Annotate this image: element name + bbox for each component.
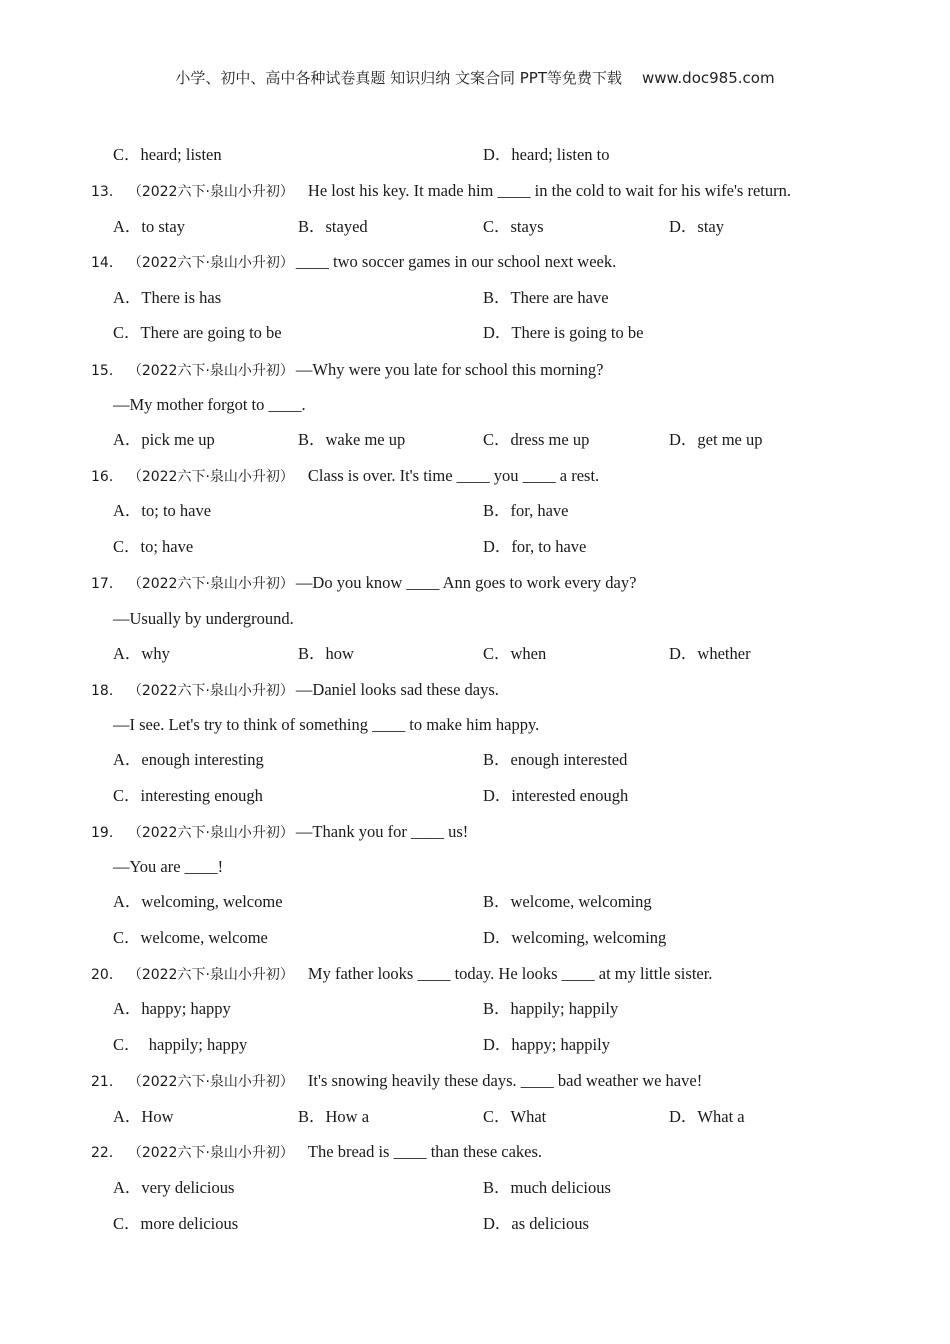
question-source: （2022六下·泉山小升初） — [134, 469, 294, 485]
option-text: happy; happy — [141, 999, 231, 1018]
question-number: 22． — [91, 1145, 123, 1161]
option-letter: A． — [113, 999, 142, 1018]
option-d[interactable] — [483, 536, 586, 558]
question-19-reply: —You are ____! — [113, 857, 224, 876]
option-text: There are going to be — [140, 323, 282, 342]
question-number: 15． — [91, 363, 123, 379]
question-number: 20． — [91, 967, 123, 983]
option-c[interactable] — [113, 927, 268, 949]
option-text: wake me up — [325, 430, 406, 449]
question-number: 14． — [91, 255, 123, 271]
option-letter: C． — [113, 323, 141, 342]
option-text: What a — [697, 1107, 745, 1126]
option-d[interactable] — [483, 1034, 610, 1056]
option-letter: A． — [113, 501, 142, 520]
option-letter: B． — [298, 217, 326, 236]
option-text: why — [141, 644, 170, 663]
option-text: very delicious — [141, 1178, 235, 1197]
question-14-stem — [91, 251, 616, 274]
question-15-reply: —My mother forgot to ____. — [113, 395, 306, 414]
question-text: It's snowing heavily these days. ____ bad weather we have! — [307, 1071, 703, 1090]
option-b[interactable] — [298, 1106, 369, 1128]
option-text: welcome, welcome — [140, 928, 268, 947]
option-text: enough interesting — [141, 750, 264, 769]
option-d[interactable] — [483, 144, 609, 166]
option-text: What — [510, 1107, 547, 1126]
question-text: The bread is ____ than these cakes. — [307, 1142, 543, 1161]
option-letter: C． — [113, 786, 141, 805]
question-15-stem — [91, 359, 603, 382]
question-17-reply: —Usually by underground. — [113, 609, 294, 628]
option-letter: B． — [483, 288, 511, 307]
option-d[interactable] — [669, 643, 751, 665]
option-letter: D． — [669, 430, 698, 449]
option-text: There is going to be — [511, 323, 644, 342]
question-20-stem — [91, 963, 712, 986]
option-text: whether — [697, 644, 751, 663]
question-source: （2022六下·泉山小升初） — [134, 184, 294, 200]
option-text: when — [510, 644, 547, 663]
option-text: interesting enough — [140, 786, 263, 805]
option-text: interested enough — [511, 786, 629, 805]
option-d[interactable] — [483, 1213, 589, 1235]
option-text: stayed — [325, 217, 368, 236]
question-18-stem — [91, 679, 499, 702]
option-letter: A． — [113, 892, 142, 911]
option-text: welcoming, welcome — [141, 892, 283, 911]
question-text: —Why were you late for school this morning? — [295, 360, 604, 379]
option-a[interactable] — [113, 1177, 234, 1199]
option-letter: D． — [483, 786, 512, 805]
option-text: pick me up — [141, 430, 215, 449]
option-letter: B． — [298, 644, 326, 663]
header-site[interactable]: www.doc985.com — [641, 69, 775, 87]
option-a[interactable] — [113, 891, 283, 913]
question-18-reply: —I see. Let's try to think of something ____ to make him happy. — [113, 715, 540, 734]
option-text: happy; happily — [511, 1035, 610, 1054]
option-text: enough interested — [510, 750, 628, 769]
option-d[interactable] — [483, 927, 666, 949]
option-c[interactable] — [113, 1034, 247, 1056]
option-letter: D． — [483, 323, 512, 342]
option-a[interactable] — [113, 1106, 174, 1128]
option-letter: B． — [483, 892, 511, 911]
option-c[interactable] — [483, 1106, 546, 1128]
option-d[interactable] — [669, 216, 724, 238]
option-letter: C． — [483, 1107, 511, 1126]
question-text: —Do you know ____ Ann goes to work every day? — [295, 573, 637, 592]
option-text: much delicious — [510, 1178, 611, 1197]
page-header — [0, 67, 950, 88]
option-a[interactable] — [113, 216, 185, 238]
option-letter: D． — [483, 928, 512, 947]
option-b[interactable] — [483, 1177, 611, 1199]
option-text: welcoming, welcoming — [511, 928, 667, 947]
option-text: heard; listen — [140, 145, 222, 164]
question-source: （2022六下·泉山小升初） — [134, 967, 294, 983]
option-text: how — [325, 644, 354, 663]
option-text: How a — [325, 1107, 370, 1126]
option-d[interactable] — [483, 322, 643, 344]
option-text: to; to have — [141, 501, 212, 520]
option-text: How — [141, 1107, 174, 1126]
option-c[interactable] — [483, 643, 546, 665]
option-letter: A． — [113, 1178, 142, 1197]
question-source: （2022六下·泉山小升初） — [134, 1145, 294, 1161]
option-letter: B． — [483, 501, 511, 520]
option-letter: C． — [483, 644, 511, 663]
option-a[interactable] — [113, 429, 215, 451]
question-number: 21． — [91, 1074, 123, 1090]
option-c[interactable] — [113, 536, 193, 558]
option-letter: B． — [483, 750, 511, 769]
option-text: happily; happy — [140, 1035, 248, 1054]
question-number: 16． — [91, 469, 123, 485]
option-text: happily; happily — [510, 999, 619, 1018]
option-a[interactable] — [113, 287, 221, 309]
question-number: 18． — [91, 683, 123, 699]
option-text: stay — [697, 217, 725, 236]
question-17-stem — [91, 572, 636, 595]
option-d[interactable] — [483, 785, 628, 807]
question-19-stem — [91, 821, 468, 844]
option-letter: C． — [113, 1214, 141, 1233]
option-letter: C． — [113, 145, 141, 164]
option-letter: C． — [113, 1035, 141, 1054]
option-letter: C． — [483, 430, 511, 449]
option-c[interactable] — [483, 216, 544, 238]
option-b[interactable] — [483, 891, 652, 913]
option-c[interactable] — [113, 785, 263, 807]
option-b[interactable] — [483, 287, 609, 309]
option-letter: C． — [113, 928, 141, 947]
option-text: heard; listen to — [511, 145, 610, 164]
option-letter: A． — [113, 217, 142, 236]
option-letter: A． — [113, 1107, 142, 1126]
option-letter: A． — [113, 430, 142, 449]
question-source: （2022六下·泉山小升初） — [134, 255, 294, 271]
question-text: —Thank you for ____ us! — [295, 822, 469, 841]
option-text: for, have — [510, 501, 569, 520]
option-a[interactable] — [113, 500, 211, 522]
option-c[interactable] — [113, 144, 222, 166]
option-text: There is has — [141, 288, 222, 307]
option-text: welcome, welcoming — [510, 892, 652, 911]
question-source: （2022六下·泉山小升初） — [134, 363, 294, 379]
option-text: dress me up — [510, 430, 590, 449]
option-letter: B． — [483, 999, 511, 1018]
question-22-stem — [91, 1141, 542, 1164]
option-text: as delicious — [511, 1214, 589, 1233]
question-source: （2022六下·泉山小升初） — [134, 1074, 294, 1090]
option-letter: D． — [669, 217, 698, 236]
question-21-stem — [91, 1070, 702, 1093]
option-letter: D． — [483, 145, 512, 164]
question-source: （2022六下·泉山小升初） — [134, 576, 294, 592]
option-c[interactable] — [113, 1213, 238, 1235]
option-text: get me up — [697, 430, 763, 449]
option-d[interactable] — [669, 1106, 745, 1128]
option-text: for, to have — [511, 537, 587, 556]
option-letter: B． — [298, 1107, 326, 1126]
option-letter: A． — [113, 288, 142, 307]
question-text: Class is over. It's time ____ you ____ a rest. — [307, 466, 600, 485]
option-letter: C． — [483, 217, 511, 236]
question-text: My father looks ____ today. He looks ____ at my little sister. — [307, 964, 713, 983]
question-text: —Daniel looks sad these days. — [295, 680, 499, 699]
option-letter: A． — [113, 644, 142, 663]
option-c[interactable] — [483, 429, 589, 451]
option-text: to stay — [141, 217, 185, 236]
option-letter: C． — [113, 537, 141, 556]
question-13-stem — [91, 180, 791, 203]
option-a[interactable] — [113, 998, 231, 1020]
question-number: 19． — [91, 825, 123, 841]
option-d[interactable] — [669, 429, 763, 451]
option-letter: B． — [298, 430, 326, 449]
option-b[interactable] — [483, 998, 618, 1020]
question-number: 17． — [91, 576, 123, 592]
option-letter: D． — [483, 537, 512, 556]
question-16-stem — [91, 465, 599, 488]
question-text: He lost his key. It made him ____ in the cold to wait for his wife's return. — [307, 181, 791, 200]
option-text: There are have — [510, 288, 609, 307]
option-b[interactable] — [483, 500, 569, 522]
option-letter: B． — [483, 1178, 511, 1197]
option-b[interactable] — [298, 429, 405, 451]
option-text: more delicious — [140, 1214, 239, 1233]
option-letter: D． — [483, 1035, 512, 1054]
question-text: ____ two soccer games in our school next week. — [295, 252, 617, 271]
question-source: （2022六下·泉山小升初） — [134, 825, 294, 841]
option-letter: A． — [113, 750, 142, 769]
option-b[interactable] — [298, 216, 368, 238]
option-text: stays — [510, 217, 544, 236]
option-b[interactable] — [298, 643, 354, 665]
option-letter: D． — [483, 1214, 512, 1233]
option-letter: D． — [669, 1107, 698, 1126]
option-text: to; have — [140, 537, 194, 556]
header-text: 小学、初中、高中各种试卷真题 知识归纳 文案合同 PPT等免费下载 — [175, 69, 622, 87]
option-a[interactable] — [113, 749, 264, 771]
option-a[interactable] — [113, 643, 170, 665]
option-letter: D． — [669, 644, 698, 663]
question-source: （2022六下·泉山小升初） — [134, 683, 294, 699]
question-number: 13． — [91, 184, 123, 200]
option-b[interactable] — [483, 749, 627, 771]
option-c[interactable] — [113, 322, 282, 344]
